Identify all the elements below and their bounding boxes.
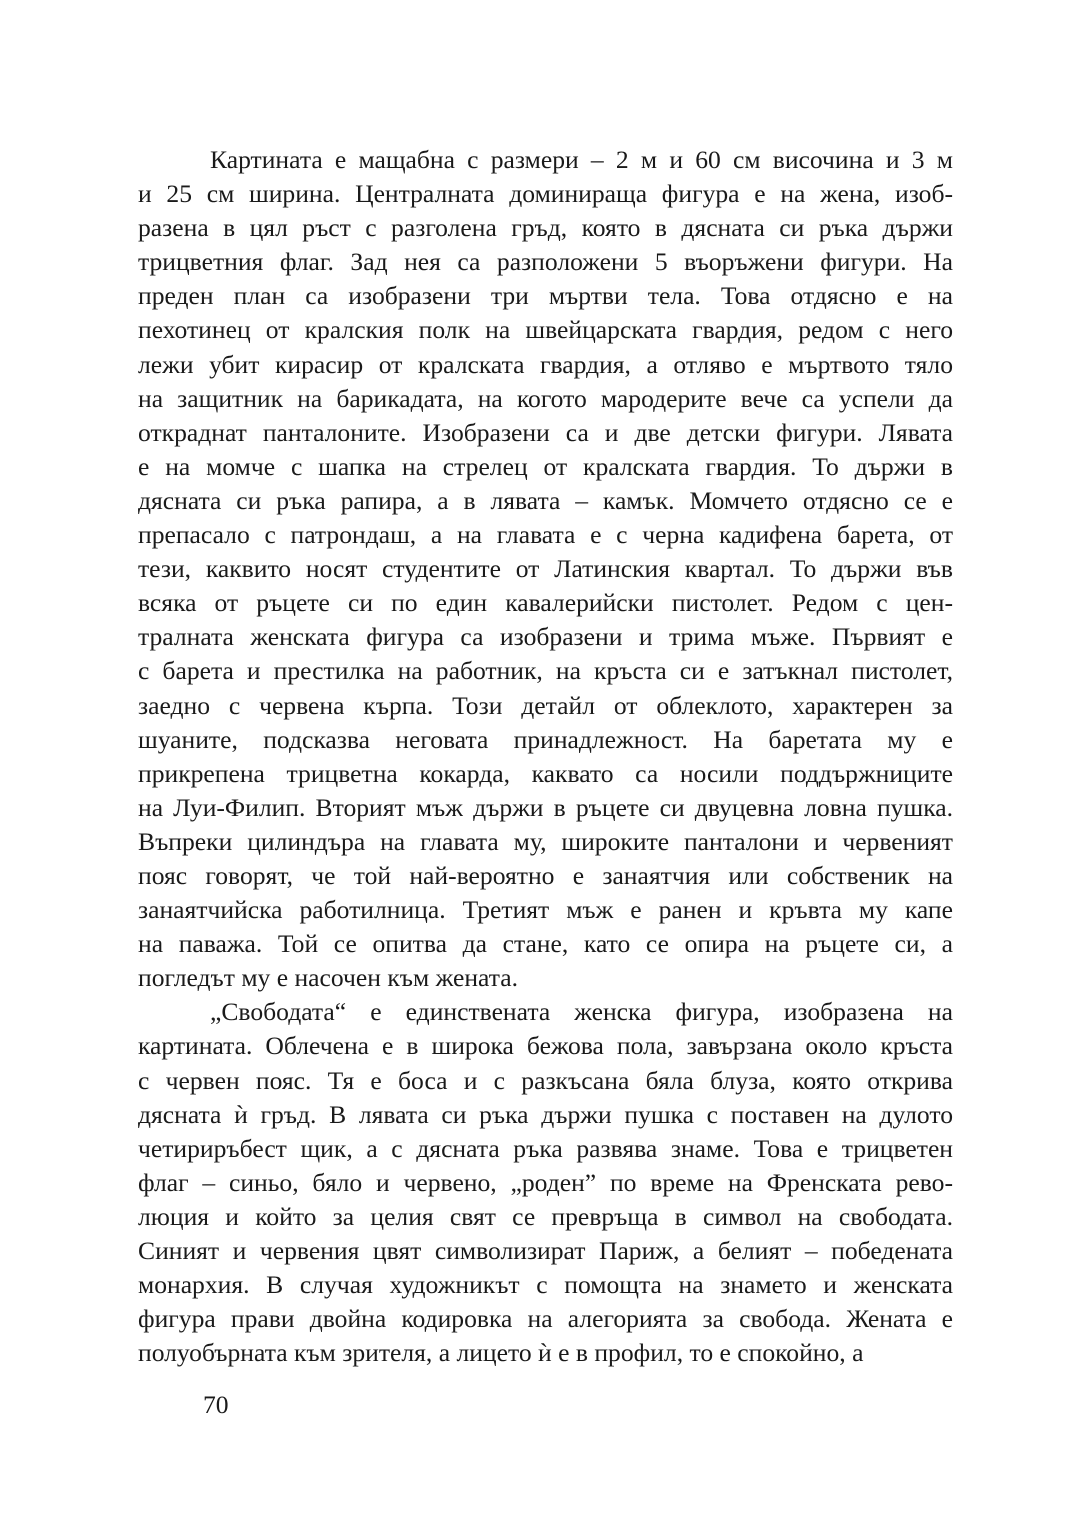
text-line: и 25 см ширина. Централната доминираща фигура е на жена, изоб- bbox=[138, 179, 953, 209]
text-line: пехотинец от кралския полк на швейцарската гвардия, редом с него bbox=[138, 315, 953, 345]
text-line: дясната си ръка рапира, а в лявата – камък. Момчето отдясно се е bbox=[138, 485, 953, 515]
paragraph-1 bbox=[138, 143, 953, 995]
text-line: Въпреки цилиндъра на главата му, широките панталони и червеният bbox=[138, 826, 953, 856]
text-line: всяка от ръцете си по един кавалерийски пистолет. Редом с цен- bbox=[138, 588, 953, 618]
text-line: заедно с червена кърпа. Този детайл от облеклото, характерен за bbox=[138, 690, 953, 720]
text-line: откраднат панталоните. Изобразени са и две детски фигури. Лявата bbox=[138, 417, 953, 447]
text-line: шуаните, подсказва неговата принадлежност. На баретата му е bbox=[138, 724, 953, 754]
text-line: пояс говорят, че той най-вероятно е занаятчия или собственик на bbox=[138, 860, 953, 890]
page-number: 70 bbox=[203, 1390, 229, 1419]
text-line: разена в цял ръст с разголена гръд, която в дясната си ръка държи bbox=[138, 213, 953, 243]
text-line: фигура прави двойна кодировка на алегорията за свобода. Жената е bbox=[138, 1304, 953, 1334]
body-text bbox=[138, 143, 953, 1370]
text-line: препасало с патрондаш, а на главата е с черна кадифена барета, от bbox=[138, 520, 953, 550]
text-line: люция и който за целия свят се превръща в символ на свободата. bbox=[138, 1201, 953, 1231]
text-line: с червен пояс. Тя е боса и с разкъсана бяла блуза, която открива bbox=[138, 1065, 953, 1095]
text-line: полуобърната към зрителя, а лицето ѝ е в профил, то е спокойно, а bbox=[138, 1338, 864, 1368]
text-line: с барета и престилка на работник, на кръста си е затъкнал пистолет, bbox=[138, 656, 953, 686]
text-line: картината. Облечена е в широка бежова пола, завързана около кръста bbox=[138, 1031, 953, 1061]
text-line: трицветния флаг. Зад нея са разположени 5 въоръжени фигури. На bbox=[138, 247, 953, 277]
paragraph-2 bbox=[138, 995, 953, 1370]
text-line: на паважа. Той се опитва да стане, като се опира на ръцете си, а bbox=[138, 929, 953, 959]
text-line: на защитник на барикадата, на когото мародерите вече са успели да bbox=[138, 383, 953, 413]
text-line: тези, каквито носят студентите от Латинския квартал. То държи във bbox=[138, 554, 953, 584]
text-line: погледът му е насочен към жената. bbox=[138, 963, 518, 993]
text-line: флаг – синьо, бяло и червено, „роден” по време на Френската рево- bbox=[138, 1167, 953, 1197]
text-line: четириръбест щик, а с дясната ръка развява знаме. Това е трицветен bbox=[138, 1133, 953, 1163]
text-line: Синият и червения цвят символизират Париж, а белият – победената bbox=[138, 1236, 953, 1265]
text-line: лежи убит кирасир от кралската гвардия, а отляво е мъртвото тяло bbox=[138, 349, 953, 379]
text-line: тралната женската фигура са изобразени и трима мъже. Първият е bbox=[138, 622, 953, 652]
text-line: дясната ѝ гръд. В лявата си ръка държи пушка с поставен на дулото bbox=[138, 1099, 953, 1129]
text-line: монархия. В случая художникът с помощта на знамето и женската bbox=[138, 1270, 953, 1300]
text-line: занаятчийска работилница. Третият мъж е ранен и кръвта му капе bbox=[138, 895, 953, 925]
text-line: на Луи-Филип. Вторият мъж държи в ръцете си двуцевна ловна пушка. bbox=[138, 792, 953, 822]
text-line: „Свободата“ е единствената женска фигура, изобразена на bbox=[210, 997, 953, 1027]
text-line: преден план са изобразени три мъртви тела. Това отдясно е на bbox=[138, 281, 953, 311]
text-line: е на момче с шапка на стрелец от кралската гвардия. То държи в bbox=[138, 451, 953, 481]
text-line: Картината е мащабна с размери – 2 м и 60 см височина и 3 м bbox=[210, 145, 953, 174]
text-line: прикрепена трицветна кокарда, каквато са носили поддържниците bbox=[138, 758, 953, 788]
